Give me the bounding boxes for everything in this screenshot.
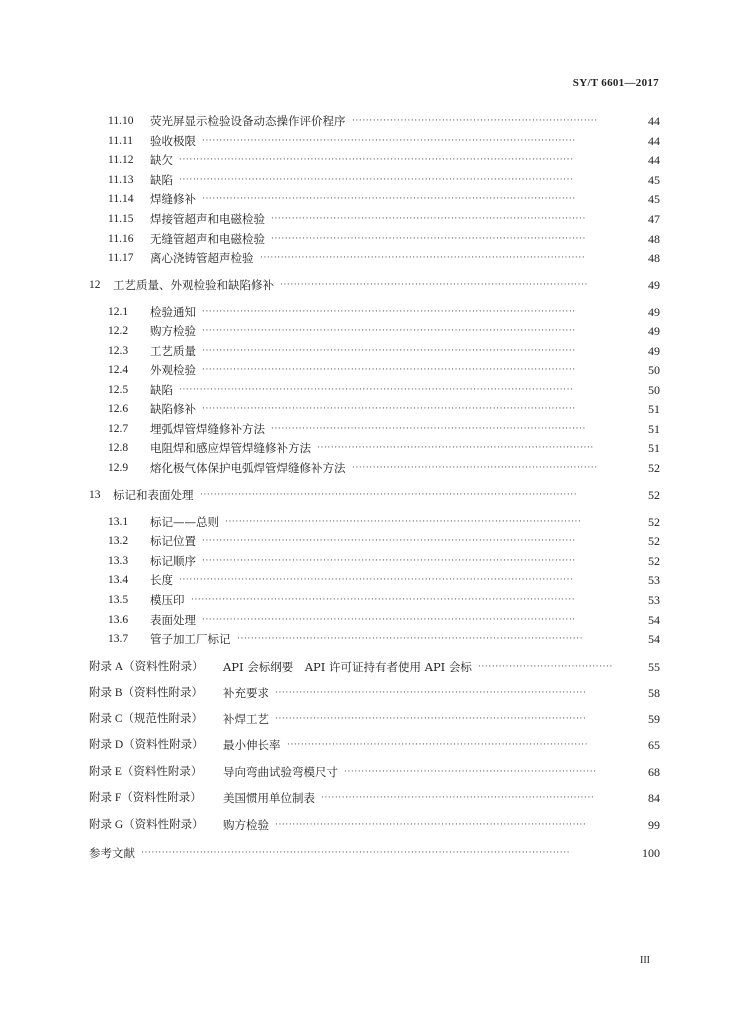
toc-entry-page: 55 (648, 660, 660, 674)
toc-entry-number: 附录 F（资料性附录） (89, 792, 202, 804)
toc-entry-title: 管子加工厂标记 (150, 632, 231, 646)
toc-entry-number: 11.14 (108, 193, 134, 205)
toc-section-entry[interactable] (0, 170, 734, 190)
toc-entry-title: 标记和表面处理 (113, 488, 194, 502)
toc-dot-leader: ············································································································ (202, 404, 576, 414)
toc-section-entry[interactable] (0, 209, 734, 229)
toc-entry-page: 45 (648, 192, 660, 206)
toc-entry-title: 电阻焊和感应焊管焊缝修补方法 (150, 441, 311, 455)
toc-dot-leader: ························································································· (280, 280, 589, 290)
toc-entry-number: 12.3 (108, 345, 129, 357)
toc-entry-page: 84 (648, 791, 660, 805)
toc-entry-number: 12.5 (108, 384, 129, 396)
toc-entry-number: 13.3 (108, 555, 129, 567)
toc-dot-leader: ·················································································································· (179, 385, 574, 395)
toc-entry-page: 53 (648, 593, 660, 607)
toc-entry-number: 13.5 (108, 594, 129, 606)
toc-entry-title: 缺陷修补 (150, 402, 196, 416)
toc-entry-number: 11.11 (108, 135, 134, 147)
toc-appendix-entry[interactable] (0, 815, 734, 835)
toc-entry-number: 11.15 (108, 213, 134, 225)
toc-section-entry[interactable] (0, 229, 734, 249)
toc-dot-leader: ········································································· (344, 767, 597, 777)
toc-appendix-entry[interactable] (0, 788, 734, 808)
toc-dot-leader: ············································································································ (202, 536, 576, 546)
toc-section-entry[interactable] (0, 321, 734, 341)
toc-dot-leader: ············································································································ (202, 365, 576, 375)
toc-dot-leader: ·························································································· (275, 714, 587, 724)
toc-section-entry[interactable] (0, 150, 734, 170)
toc-section-entry[interactable] (0, 399, 734, 419)
toc-entry-page: 58 (648, 686, 660, 700)
toc-dot-leader: ·················································································································· (179, 175, 574, 185)
toc-section-entry[interactable] (0, 419, 734, 439)
toc-entry-title: 缺欠 (150, 153, 173, 167)
toc-dot-leader: ··············································································································· (191, 595, 576, 605)
toc-entry-title: 补焊工艺 (223, 712, 269, 726)
toc-entry-title: 验收极限 (150, 134, 196, 148)
toc-entry-title: 荧光屏显示检验设备动态操作评价程序 (150, 114, 346, 128)
toc-dot-leader: ···································································································· (237, 634, 584, 644)
toc-entry-page: 44 (648, 153, 660, 167)
toc-entry-title: 无缝管超声和电磁检验 (150, 232, 265, 246)
toc-section-entry[interactable] (0, 360, 734, 380)
toc-entry-page: 45 (648, 173, 660, 187)
toc-entry-title: 外观检验 (150, 363, 196, 377)
toc-entry-number: 13.7 (108, 633, 129, 645)
toc-entry-page: 44 (648, 134, 660, 148)
toc-dot-leader: ···························································································································· (141, 848, 571, 858)
toc-entry-number: 附录 A（资料性附录） (89, 661, 204, 673)
toc-entry-number: 附录 B（资料性附录） (89, 687, 204, 699)
toc-dot-leader: ············································································································ (202, 556, 576, 566)
toc-entry-number: 11.13 (108, 174, 134, 186)
toc-entry-number: 附录 G（资料性附录） (89, 819, 204, 831)
toc-entry-title: 导向弯曲试验弯模尺寸 (223, 765, 338, 779)
page-number: III (640, 955, 650, 966)
toc-entry-page: 51 (648, 441, 660, 455)
toc-section-entry[interactable] (0, 629, 734, 649)
toc-entry-page: 54 (648, 632, 660, 646)
toc-section-entry[interactable] (0, 590, 734, 610)
toc-dot-leader: ············································································································ (202, 346, 576, 356)
toc-dot-leader: ··························································································· (271, 234, 586, 244)
toc-entry-page: 100 (642, 846, 660, 860)
toc-section-entry[interactable] (0, 438, 734, 458)
toc-section-entry[interactable] (0, 458, 734, 478)
toc-entry-page: 49 (648, 278, 660, 292)
toc-section-entry[interactable] (0, 610, 734, 630)
toc-entry-title: 标记位置 (150, 534, 196, 548)
toc-dot-leader: ················································································ (317, 443, 594, 453)
toc-entry-page: 52 (648, 554, 660, 568)
toc-dot-leader: ············································································································ (202, 615, 576, 625)
toc-entry-title: 美国惯用单位制表 (223, 791, 315, 805)
toc-entry-page: 53 (648, 573, 660, 587)
toc-chapter-entry[interactable] (0, 843, 734, 863)
toc-entry-title: 工艺质量、外观检验和缺陷修补 (113, 278, 274, 292)
toc-appendix-entry[interactable] (0, 709, 734, 729)
toc-section-entry[interactable] (0, 248, 734, 268)
toc-entry-title: 焊接管超声和电磁检验 (150, 212, 265, 226)
toc-entry-page: 54 (648, 613, 660, 627)
toc-entry-number: 12.8 (108, 442, 129, 454)
toc-dot-leader: ············································································································· (200, 490, 578, 500)
toc-entry-page: 52 (648, 515, 660, 529)
toc-entry-number: 12 (89, 279, 101, 291)
toc-dot-leader: ·························································································· (275, 820, 587, 830)
toc-entry-number: 11.12 (108, 154, 134, 166)
toc-entry-title: 补充要求 (223, 686, 269, 700)
toc-section-entry[interactable] (0, 570, 734, 590)
toc-entry-page: 48 (648, 232, 660, 246)
toc-dot-leader: ······································· (478, 662, 613, 672)
toc-entry-number: 13.4 (108, 574, 129, 586)
toc-dot-leader: ············································································································ (202, 326, 576, 336)
toc-appendix-entry[interactable] (0, 683, 734, 703)
toc-entry-number: 12.1 (108, 306, 129, 318)
toc-section-entry[interactable] (0, 531, 734, 551)
toc-entry-title: 购方检验 (150, 324, 196, 338)
toc-dot-leader: ······································································· (352, 463, 598, 473)
toc-entry-page: 68 (648, 765, 660, 779)
toc-entry-page: 49 (648, 305, 660, 319)
toc-dot-leader: ······························································································ (260, 253, 586, 263)
toc-section-entry[interactable] (0, 512, 734, 532)
toc-chapter-entry[interactable] (0, 275, 734, 295)
toc-chapter-entry[interactable] (0, 485, 734, 505)
toc-section-entry[interactable] (0, 302, 734, 322)
toc-entry-number: 12.9 (108, 462, 129, 474)
toc-dot-leader: ······················································································· (287, 740, 589, 750)
toc-entry-title: 参考文献 (89, 846, 135, 860)
toc-entry-title: 模压印 (150, 593, 185, 607)
toc-entry-number: 13.1 (108, 516, 129, 528)
toc-entry-number: 11.10 (108, 115, 134, 127)
toc-dot-leader: ··························································································· (271, 214, 586, 224)
toc-dot-leader: ············································································································ (202, 194, 576, 204)
toc-entry-number: 附录 D（资料性附录） (89, 739, 204, 751)
toc-entry-title: 标记顺序 (150, 554, 196, 568)
toc-entry-page: 47 (648, 212, 660, 226)
toc-entry-page: 50 (648, 383, 660, 397)
toc-section-entry[interactable] (0, 189, 734, 209)
toc-appendix-entry[interactable] (0, 735, 734, 755)
toc-entry-title: 埋弧焊管焊缝修补方法 (150, 422, 265, 436)
toc-entry-page: 65 (648, 738, 660, 752)
toc-dot-leader: ··························································································· (271, 424, 586, 434)
toc-appendix-entry[interactable] (0, 657, 734, 677)
toc-section-entry[interactable] (0, 111, 734, 131)
toc-entry-page: 51 (648, 422, 660, 436)
toc-entry-page: 99 (648, 818, 660, 832)
toc-entry-title: 表面处理 (150, 613, 196, 627)
toc-entry-page: 52 (648, 488, 660, 502)
toc-entry-page: 49 (648, 324, 660, 338)
toc-entry-number: 12.2 (108, 325, 129, 337)
toc-entry-title: 购方检验 (223, 818, 269, 832)
toc-dot-leader: ······································································· (352, 116, 598, 126)
toc-entry-number: 13.6 (108, 614, 129, 626)
toc-entry-title: 工艺质量 (150, 344, 196, 358)
toc-entry-number: 附录 C（规范性附录） (89, 713, 204, 725)
toc-section-entry[interactable] (0, 341, 734, 361)
toc-dot-leader: ············································································································ (202, 307, 576, 317)
toc-entry-page: 52 (648, 461, 660, 475)
toc-entry-title: 缺陷 (150, 383, 173, 397)
toc-dot-leader: ··············································································· (321, 793, 595, 803)
toc-entry-title: 标记——总则 (150, 515, 219, 529)
toc-dot-leader: ·························································································· (275, 688, 587, 698)
toc-entry-page: 52 (648, 534, 660, 548)
toc-entry-number: 12.4 (108, 364, 129, 376)
toc-entry-number: 附录 E（资料性附录） (89, 766, 203, 778)
toc-entry-page: 51 (648, 402, 660, 416)
toc-entry-page: 50 (648, 363, 660, 377)
toc-entry-title: 检验通知 (150, 305, 196, 319)
toc-entry-title: 离心浇铸管超声检验 (150, 251, 254, 265)
toc-entry-page: 49 (648, 344, 660, 358)
toc-appendix-entry[interactable] (0, 762, 734, 782)
toc-section-entry[interactable] (0, 551, 734, 571)
toc-dot-leader: ·················································································································· (179, 575, 574, 585)
standard-code: SY/T 6601—2017 (572, 77, 659, 89)
toc-dot-leader: ·················································································································· (179, 155, 574, 165)
toc-entry-number: 12.6 (108, 403, 129, 415)
toc-entry-title: API 会标纲要 API 许可证持有者使用 API 会标 (223, 660, 472, 674)
toc-entry-page: 48 (648, 251, 660, 265)
toc-entry-page: 44 (648, 114, 660, 128)
toc-entry-page: 59 (648, 712, 660, 726)
toc-entry-number: 12.7 (108, 423, 129, 435)
toc-dot-leader: ············································································································ (202, 136, 576, 146)
toc-entry-number: 13 (89, 489, 101, 501)
toc-entry-title: 缺陷 (150, 173, 173, 187)
toc-section-entry[interactable] (0, 131, 734, 151)
toc-entry-number: 11.17 (108, 252, 134, 264)
toc-entry-title: 长度 (150, 573, 173, 587)
toc-entry-number: 13.2 (108, 535, 129, 547)
toc-entry-title: 最小伸长率 (223, 738, 281, 752)
toc-entry-title: 焊缝修补 (150, 192, 196, 206)
toc-dot-leader: ······································································································· (225, 517, 582, 527)
toc-entry-number: 11.16 (108, 233, 134, 245)
toc-section-entry[interactable] (0, 380, 734, 400)
toc-entry-title: 熔化极气体保护电弧焊管焊缝修补方法 (150, 461, 346, 475)
